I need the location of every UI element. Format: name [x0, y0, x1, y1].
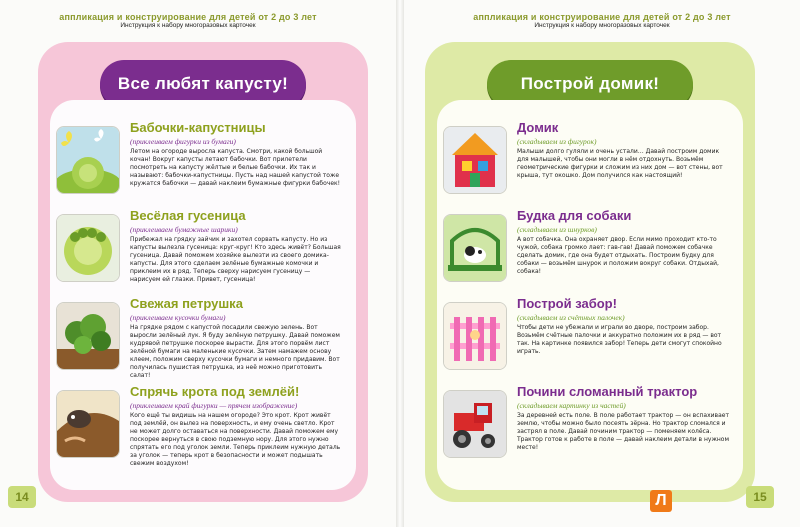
- activity-description: Прибежал на грядку зайчик и захотел сорвать капусту. Но из капусты вылезла гусеница: круг-круг! Кто здесь живёт? Большая гусеница. Давай поможем хозяйке вылезти из своего домика-капусты. Для этого сделаем зелёные бумажные комочки и приклеим их в ряд. Теперь сверху нарисуем гусеницу — нарисуем ей глазки. Привет, гусеница!: [130, 236, 341, 283]
- activity-item: [443, 120, 733, 208]
- house-illustration: [444, 127, 506, 193]
- publisher-logo-icon: Л: [650, 490, 672, 512]
- page-number-left: 14: [8, 486, 36, 508]
- activity-description: За деревней есть поле. В поле работает трактор — он вспахивает землю, чтобы можно было посеять зёрна. Но трактор сломался и застрял в поле. Давай починим трактор — поменяем колёса. Трактор готов к работе в поле — давай наклеим детали в нужном месте!: [517, 412, 729, 451]
- caterpillar-image: [56, 214, 120, 282]
- activity-item: [56, 208, 346, 296]
- house-image: [443, 126, 507, 194]
- activity-subtitle: (приклеиваем кусочки бумаги): [130, 313, 226, 322]
- caterpillar-illustration: [57, 215, 119, 281]
- activity-item: [443, 208, 733, 296]
- page-number-right: 15: [746, 486, 774, 508]
- book-gutter: [396, 0, 404, 527]
- fence-illustration: [444, 303, 506, 369]
- left-page-card: [38, 42, 368, 502]
- activity-title: Бабочки-капустницы: [130, 120, 266, 135]
- activity-item: [56, 384, 346, 472]
- running-header-right: [452, 12, 752, 29]
- activity-item: [56, 296, 346, 384]
- activity-description: На грядке рядом с капустой посадили свежую зелень. Вот выросли зелёный лук. Я буду зелёную петрушку. Давай поможем кудрявой петрушке поскорее вырасти. Для этого порвём лист зелёной бумаги на маленькие кусочки. Затем намажем основу клеем, положим сверху кусочки бумаги и немного придавим. Вот получилась пушистая петрушка, из неё можно приготовить салат!: [130, 324, 340, 379]
- dog-kennel-illustration: [444, 215, 506, 281]
- activity-subtitle: (складываем из счётных палочек): [517, 313, 625, 322]
- mole-illustration: [57, 391, 119, 457]
- parsley-image: [56, 302, 120, 370]
- activity-description: Чтобы дети не убежали и играли во дворе, построим забор. Возьмём счётные палочки и аккуратно положим их в ряд — вот так. На картинке появился забор! Теперь дети смогут спокойно играть.: [517, 324, 722, 355]
- activity-subtitle: (складываем из фигурок): [517, 137, 597, 146]
- activity-title: Весёлая гусеница: [130, 208, 246, 223]
- activity-title: Домик: [517, 120, 559, 135]
- activity-item: [56, 120, 346, 208]
- running-header-left: [38, 12, 338, 29]
- activity-subtitle: (приклеиваем край фигурки — прячем изображение): [130, 401, 298, 410]
- activity-subtitle: (складываем картинку из частей): [517, 401, 626, 410]
- parsley-illustration: [57, 303, 119, 369]
- activity-description: Летом на огороде выросла капуста. Смотри, какой большой кочан! Вокруг капусты летают бабочки. Вот прилетели посмотреть на капусту жёлтые и белые бабочки. Их так и называют: бабочки-капустницы. Пусть над нашей капустой тоже кружатся бабочки — давай наклеим бумажные фигурки бабочек!: [130, 148, 341, 187]
- fence-image: [443, 302, 507, 370]
- section-heading: Все любят капусту!: [100, 60, 306, 108]
- activity-subtitle: (складываем из шнурков): [517, 225, 597, 234]
- mole-image: [56, 390, 120, 458]
- tractor-image: [443, 390, 507, 458]
- activity-description: А вот собачка. Она охраняет двор. Если мимо проходит кто-то чужой, собака громко лает: гав-гав! Давай поможем собачке сделать домик, где она будет отдыхать. Построим будку для собаки — возьмём шнурок и положим вокруг собаки. Отдыхай, собака!: [517, 236, 719, 275]
- dog-kennel-image: [443, 214, 507, 282]
- tractor-illustration: [444, 391, 506, 457]
- section-heading: Построй домик!: [487, 60, 693, 108]
- activity-title: Почини сломанный трактор: [517, 384, 698, 399]
- activity-description: Малыши долго гуляли и очень устали… Давай построим домик для малышей, чтобы они могли в нём отдохнуть. Возьмём геометрические фигурки и сложим из них дом — вот стены, вот крыша, тут окошко. Дом получился как настоящий!: [517, 148, 723, 179]
- activity-item: [443, 296, 733, 384]
- right-page-card: [425, 42, 755, 502]
- activity-description: Кого ещё ты видишь на нашем огороде? Это крот. Крот живёт под землёй, он вылез на поверхность, и ему очень светло. Крот не может долго оставаться на поверхности. Давай поможем ему поскорее вернуться в свою подземную нору. Для этого нужно спрятать его под уголок земли. Теперь приклеим нужную деталь за уголок — теперь крот в безопасности и может подышать свежим воздухом!: [130, 412, 341, 467]
- activity-item: [443, 384, 733, 472]
- butterfly-cabbage-illustration: [57, 127, 119, 193]
- activity-subtitle: (приклеиваем фигурки из бумаги): [130, 137, 236, 146]
- butterfly-cabbage-image: [56, 126, 120, 194]
- running-header-title: аппликация и конструирование для детей от 2 до 3 лет: [473, 12, 731, 22]
- running-header-title: аппликация и конструирование для детей от 2 до 3 лет: [59, 12, 317, 22]
- running-header-subtitle: Инструкция к набору многоразовых карточек: [534, 22, 670, 29]
- activity-title: Будка для собаки: [517, 208, 632, 223]
- activity-title: Свежая петрушка: [130, 296, 243, 311]
- activity-subtitle: (приклеиваем бумажные шарики): [130, 225, 238, 234]
- activity-title: Построй забор!: [517, 296, 617, 311]
- running-header-subtitle: Инструкция к набору многоразовых карточек: [120, 22, 256, 29]
- activity-title: Спрячь крота под землёй!: [130, 384, 300, 399]
